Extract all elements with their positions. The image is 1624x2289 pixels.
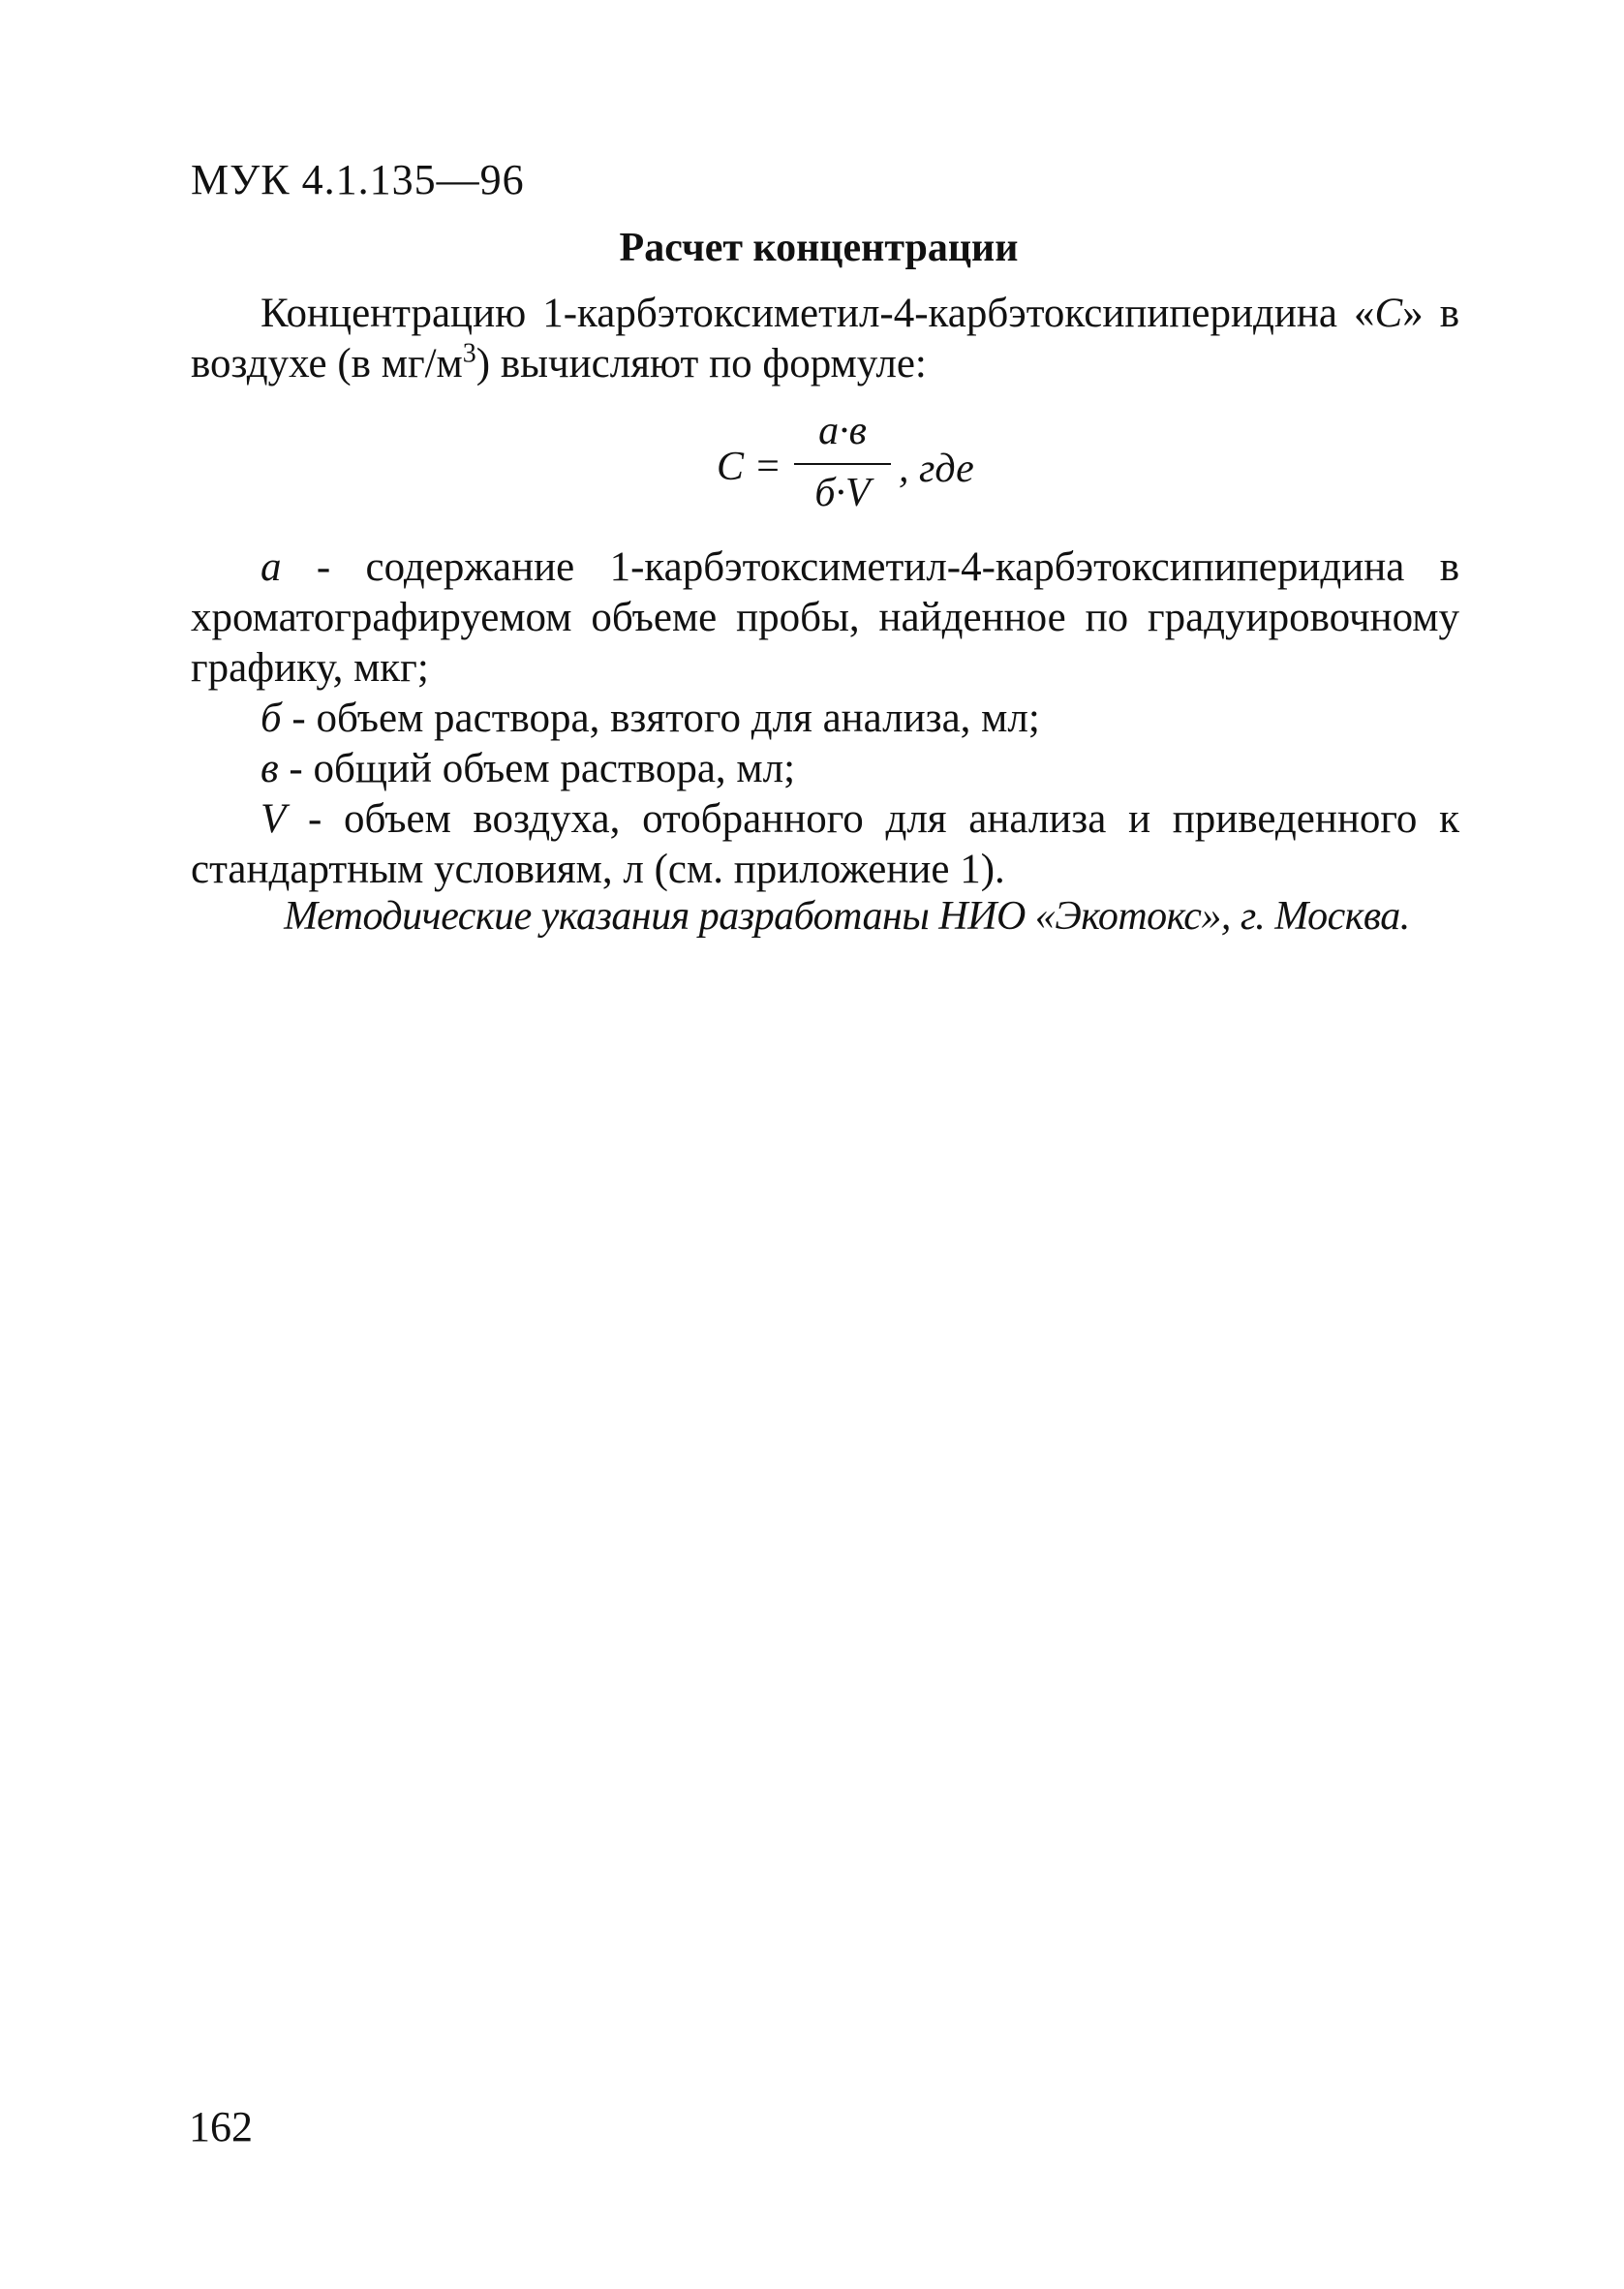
intro-superscript: 3 — [462, 338, 476, 369]
formula-fraction — [794, 407, 891, 517]
author-note: Методические указания разработаны НИО «Экотокс», г. Москва. — [284, 894, 1410, 939]
definition-symbol: V — [260, 796, 287, 842]
definitions-list — [191, 542, 1459, 895]
formula-lhs: C = — [717, 445, 781, 489]
intro-c-symbol: C — [1374, 291, 1403, 336]
definition-symbol: а — [260, 544, 282, 590]
intro-paragraph — [191, 289, 1459, 389]
definition-item — [191, 744, 1459, 794]
definition-item — [191, 694, 1459, 744]
definition-item — [191, 794, 1459, 895]
intro-text-part2: » в воздухе (в мг/м — [191, 291, 1459, 387]
formula-suffix: , где — [899, 447, 974, 491]
intro-text-part3: ) вычисляют по формуле: — [475, 341, 927, 387]
fraction-bar — [794, 463, 891, 465]
definition-text: - содержание 1-карбэтоксиметил-4-карбэтоксипиперидина в хроматографируемом объеме пробы, найденное по градуировочному графику, мкг; — [191, 544, 1459, 691]
definition-item — [191, 542, 1459, 694]
definition-symbol: б — [260, 696, 282, 741]
definition-text: - объем воздуха, отобранного для анализа и приведенного к стандартным условиям, л (см. приложение 1). — [191, 796, 1459, 892]
document-code: МУК 4.1.135—96 — [191, 156, 525, 203]
formula-numerator: а·в — [818, 409, 867, 453]
formula-denominator: б·V — [814, 471, 871, 515]
definition-text: - объем раствора, взятого для анализа, мл; — [281, 696, 1040, 741]
intro-text-part1: Концентрацию 1-карбэтоксиметил-4-карбэтоксипиперидина « — [260, 291, 1375, 336]
definition-symbol: в — [260, 746, 279, 791]
definition-text: - общий объем раствора, мл; — [278, 746, 796, 791]
section-title: Расчет концентрации — [619, 226, 1019, 270]
page-number: 162 — [189, 2103, 253, 2150]
